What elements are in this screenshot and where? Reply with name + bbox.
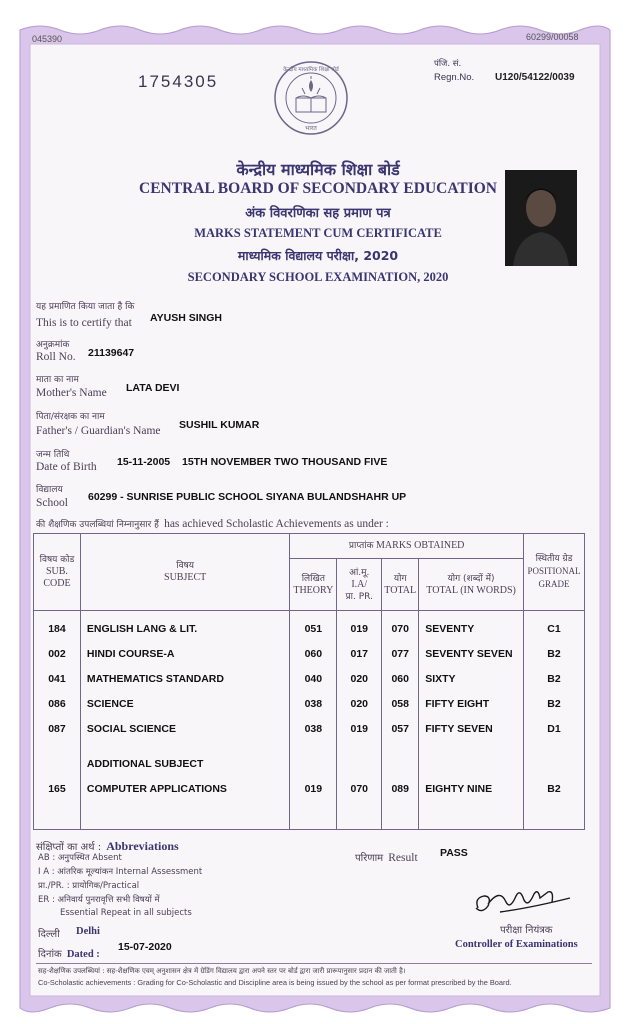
student-name: AYUSH SINGH (150, 312, 222, 324)
subject-name: HINDI COURSE-A (80, 642, 289, 667)
abbreviations-title-english: Abbreviations (106, 839, 179, 853)
total-in-words: FIFTY SEVEN (419, 717, 524, 742)
header-ia-english: I.A/ (351, 578, 368, 590)
theory-marks: 038 (290, 717, 337, 742)
document-title-english: MARKS STATEMENT CUM CERTIFICATE (194, 226, 442, 240)
total-in-words: EIGHTY NINE (419, 777, 524, 802)
achievement-line (36, 512, 389, 531)
achievement-text-english: has achieved Scholastic Achievements as under : (164, 518, 389, 530)
place-hindi: दिल्ली (38, 929, 60, 940)
abbrev-practical: प्रा./PR. : प्रायोगिक/Practical (38, 881, 140, 891)
positional-grade: B2 (523, 692, 584, 717)
header-ia-hindi: आं.मू. (349, 567, 370, 578)
header-code-english: SUB. CODE (43, 566, 71, 589)
total-marks: 077 (382, 642, 419, 667)
roll-number: 21139647 (88, 347, 135, 359)
result-value: PASS (440, 847, 468, 859)
positional-grade: D1 (523, 717, 584, 742)
issue-date: 15-07-2020 (118, 941, 172, 953)
header-marks-obtained (290, 534, 524, 559)
mother-name: LATA DEVI (126, 382, 180, 394)
positional-grade: B2 (523, 642, 584, 667)
exam-name-english: SECONDARY SCHOOL EXAMINATION, 2020 (187, 270, 449, 284)
abbrev-essential-repeat: ER : अनिवार्य पुनरावृत्ति सभी विषयों में (38, 895, 160, 905)
theory-marks: 019 (290, 777, 337, 802)
total-marks: 058 (382, 692, 419, 717)
ia-marks: 019 (337, 717, 382, 742)
dob-label-hindi: जन्म तिथि (36, 450, 70, 460)
header-code-hindi: विषय कोड (39, 555, 75, 565)
total-in-words: SIXTY (419, 667, 524, 692)
sub-code: 002 (34, 642, 81, 667)
result-label-english: Result (388, 852, 418, 864)
header-subject-english: SUBJECT (164, 572, 207, 583)
emblem-bottom-text: भारत (305, 125, 317, 132)
emblem-top-text: केन्द्रीय माध्यमिक शिक्षा बोर्ड (283, 67, 339, 73)
ia-marks: 070 (337, 777, 382, 802)
table-row (34, 667, 585, 692)
abbrev-absent: AB : अनुपस्थित Absent (38, 853, 122, 863)
header-words-hindi: योग (शब्दों में) (447, 573, 495, 584)
board-name-hindi: केन्द्रीय माध्यमिक शिक्षा बोर्ड (236, 160, 400, 179)
header-words-english: TOTAL (IN WORDS) (426, 584, 516, 596)
school-name: 60299 - SUNRISE PUBLIC SCHOOL SIYANA BULANDSHAHR UP (88, 491, 407, 503)
header-total (382, 559, 419, 611)
school-label-english: School (36, 497, 68, 509)
table-row (34, 692, 585, 717)
header-ia-pr: प्रा. PR. (345, 591, 373, 602)
table-row (34, 777, 585, 802)
table-row (34, 642, 585, 667)
header-ia (337, 559, 382, 611)
total-in-words: FIFTY EIGHT (419, 692, 524, 717)
father-label-hindi: पिता/संरक्षक का नाम (36, 412, 105, 422)
dated-label-hindi: दिनांक (38, 949, 62, 960)
theory-marks: 038 (290, 692, 337, 717)
header-theory-hindi: लिखित (301, 573, 325, 584)
mother-label-english: Mother's Name (36, 387, 107, 399)
result-label-hindi: परिणाम (355, 853, 384, 864)
positional-grade: B2 (523, 667, 584, 692)
total-marks: 089 (382, 777, 419, 802)
sub-code: 086 (34, 692, 81, 717)
regn-en-label: Regn.No. (434, 72, 475, 83)
exam-name-hindi: माध्यमिक विद्यालय परीक्षा, 2020 (237, 248, 399, 263)
ia-marks: 020 (337, 667, 382, 692)
ia-marks: 019 (337, 617, 382, 642)
positional-grade: C1 (523, 617, 584, 642)
footer-note-hindi: सह-शैक्षणिक उपलब्धियां : सह-शैक्षणिक एवम् अनुशासन क्षेत्र में ग्रेडिंग विद्यालय द्वारा अपने स्तर पर बोर्ड द्वारा जारी प्रारूपानुसार प्रदान की जाती है। (38, 967, 406, 975)
positional-grade: B2 (523, 777, 584, 802)
certify-label-hindi: यह प्रमाणित किया जाता है कि (36, 302, 135, 312)
total-marks: 060 (382, 667, 419, 692)
roll-label-hindi: अनुक्रमांक (36, 340, 70, 350)
controller-title-hindi: परीक्षा नियंत्रक (500, 925, 553, 936)
serial-right: 60299/00058 (526, 32, 579, 42)
dob-label-english: Date of Birth (36, 461, 97, 473)
father-name: SUSHIL KUMAR (179, 419, 260, 431)
mother-label-hindi: माता का नाम (36, 375, 79, 385)
regn-number: U120/54122/0039 (495, 72, 575, 83)
date-of-birth-words: 15TH NOVEMBER TWO THOUSAND FIVE (182, 456, 388, 468)
dated-label (38, 942, 100, 961)
certificate-number: 1754305 (138, 72, 219, 91)
regn-hi-label: पंजि. सं. (434, 59, 462, 69)
header-theory (290, 559, 337, 611)
footer-note-english: Co-Scholastic achievements : Grading for Co-Scholastic and Discipline area is being issued by the school as per format prescribed by the Board. (38, 978, 512, 987)
serial-left: 045390 (32, 34, 63, 44)
subject-name: SCIENCE (80, 692, 289, 717)
sub-code: 087 (34, 717, 81, 742)
header-marks-hindi: प्राप्तांक (348, 541, 374, 551)
header-grade-english: POSITIONAL GRADE (527, 566, 581, 589)
sub-code: 165 (34, 777, 81, 802)
subject-name: ENGLISH LANG & LIT. (80, 617, 289, 642)
controller-title-english: Controller of Examinations (455, 939, 578, 950)
date-of-birth: 15-11-2005 (117, 456, 171, 468)
subject-name: MATHEMATICS STANDARD (80, 667, 289, 692)
marks-table (33, 533, 585, 830)
total-in-words: SEVENTY (419, 617, 524, 642)
header-grade-hindi: स्थितीय ग्रेड (535, 554, 573, 564)
subject-name: COMPUTER APPLICATIONS (80, 777, 289, 802)
document-title-hindi: अंक विवरणिका सह प्रमाण पत्र (245, 206, 391, 221)
table-row (34, 617, 585, 642)
board-name-english: CENTRAL BOARD OF SECONDARY EDUCATION (139, 180, 497, 197)
additional-subject-label: ADDITIONAL SUBJECT (80, 752, 289, 777)
header-subject-hindi: विषय (176, 561, 195, 571)
additional-subject-heading-row (34, 752, 585, 777)
header-theory-english: THEORY (293, 584, 334, 596)
header-grade (523, 534, 584, 611)
sub-code: 041 (34, 667, 81, 692)
father-label-english: Father's / Guardian's Name (36, 425, 161, 437)
ia-marks: 020 (337, 692, 382, 717)
cbse-emblem-icon (272, 58, 350, 142)
subject-name: SOCIAL SCIENCE (80, 717, 289, 742)
theory-marks: 040 (290, 667, 337, 692)
header-sub-code (34, 534, 81, 611)
theory-marks: 051 (290, 617, 337, 642)
student-photo (505, 170, 577, 266)
header-total-words (419, 559, 524, 611)
total-marks: 070 (382, 617, 419, 642)
certify-label-english: This is to certify that (36, 317, 132, 329)
header-subject (80, 534, 289, 611)
header-total-hindi: योग (393, 573, 407, 584)
achievement-text-hindi: की शैक्षणिक उपलब्धियां निम्नानुसार हैं (36, 520, 159, 530)
header-total-english: TOTAL (384, 584, 417, 596)
roll-label-english: Roll No. (36, 351, 76, 363)
ia-marks: 017 (337, 642, 382, 667)
abbreviations-title-hindi: संक्षिप्तों का अर्थ : (36, 842, 102, 853)
sub-code: 184 (34, 617, 81, 642)
dated-label-english: Dated : (66, 949, 100, 960)
school-label-hindi: विद्यालय (36, 485, 63, 495)
abbrev-essential-repeat-english: Essential Repeat in all subjects (60, 908, 192, 918)
table-row (34, 717, 585, 742)
total-marks: 057 (382, 717, 419, 742)
total-in-words: SEVENTY SEVEN (419, 642, 524, 667)
place-english: Delhi (76, 926, 100, 937)
result-label (355, 846, 418, 865)
footer-divider (36, 963, 592, 964)
theory-marks: 060 (290, 642, 337, 667)
controller-signature-icon (470, 878, 580, 922)
abbrev-internal-assessment: I A : आंतरिक मूल्यांकन Internal Assessment (38, 867, 203, 877)
header-marks-english: MARKS OBTAINED (376, 540, 465, 551)
